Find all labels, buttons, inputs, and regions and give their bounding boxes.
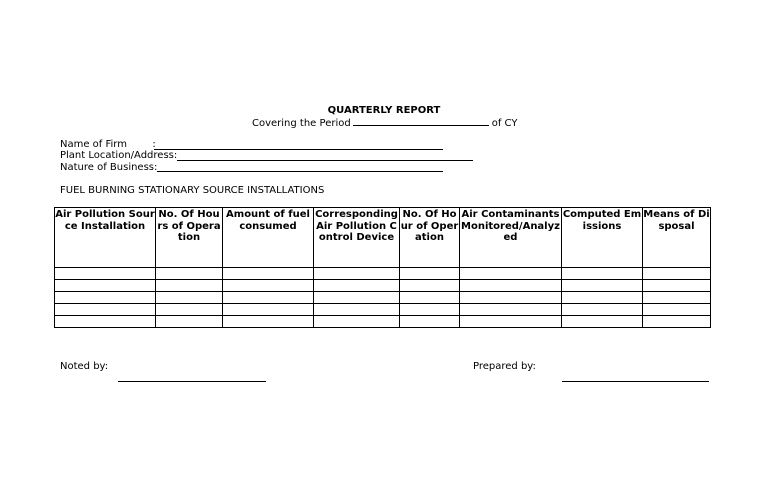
table-row bbox=[55, 292, 711, 304]
table-cell[interactable] bbox=[562, 304, 643, 316]
noted-by-label: Noted by: bbox=[60, 361, 109, 372]
table-cell[interactable] bbox=[156, 304, 223, 316]
plant-location-label: Plant Location/Address: bbox=[60, 150, 178, 161]
table-cell[interactable] bbox=[400, 268, 460, 280]
table-cell[interactable] bbox=[55, 292, 156, 304]
table-cell[interactable] bbox=[460, 304, 562, 316]
table-cell[interactable] bbox=[314, 292, 400, 304]
header-control-device: Corresponding Air Pollution Control Device bbox=[314, 208, 400, 268]
prepared-by-label: Prepared by: bbox=[473, 361, 536, 372]
nature-of-business-label: Nature of Business: bbox=[60, 162, 158, 173]
header-device-hours: No. Of Hour of Operation bbox=[400, 208, 460, 268]
table-cell[interactable] bbox=[562, 280, 643, 292]
header-computed-emissions: Computed Emissions bbox=[562, 208, 643, 268]
table-cell[interactable] bbox=[643, 268, 711, 280]
table-cell[interactable] bbox=[156, 316, 223, 328]
table-cell[interactable] bbox=[400, 280, 460, 292]
table-cell[interactable] bbox=[223, 292, 314, 304]
table-cell[interactable] bbox=[643, 292, 711, 304]
table-cell[interactable] bbox=[314, 268, 400, 280]
table-cell[interactable] bbox=[562, 268, 643, 280]
report-title: QUARTERLY REPORT bbox=[327, 105, 441, 116]
table-cell[interactable] bbox=[314, 280, 400, 292]
table-cell[interactable] bbox=[156, 292, 223, 304]
table-cell[interactable] bbox=[562, 316, 643, 328]
table-cell[interactable] bbox=[314, 304, 400, 316]
period-suffix: of CY bbox=[491, 118, 518, 129]
nature-of-business-blank[interactable] bbox=[157, 171, 443, 172]
noted-by-signature-line[interactable] bbox=[118, 381, 266, 382]
table-cell[interactable] bbox=[460, 316, 562, 328]
firm-name-label: Name of Firm : bbox=[60, 139, 156, 150]
plant-location-blank[interactable] bbox=[177, 160, 473, 161]
table-cell[interactable] bbox=[55, 280, 156, 292]
period-blank[interactable] bbox=[353, 116, 489, 126]
header-hours-of-operation: No. Of Hours of Operation bbox=[156, 208, 223, 268]
table-cell[interactable] bbox=[460, 292, 562, 304]
table-cell[interactable] bbox=[156, 268, 223, 280]
table-cell[interactable] bbox=[223, 280, 314, 292]
table-cell[interactable] bbox=[643, 304, 711, 316]
header-means-of-disposal: Means of Disposal bbox=[643, 208, 711, 268]
table-cell[interactable] bbox=[643, 280, 711, 292]
table-cell[interactable] bbox=[643, 316, 711, 328]
firm-name-blank[interactable] bbox=[154, 149, 443, 150]
table-header-row bbox=[55, 208, 711, 268]
table-cell[interactable] bbox=[460, 280, 562, 292]
table-cell[interactable] bbox=[400, 304, 460, 316]
header-source-installation: Air Pollution Source Installation bbox=[55, 208, 156, 268]
header-contaminants: Air Contaminants Monitored/Analyzed bbox=[460, 208, 562, 268]
table-cell[interactable] bbox=[55, 316, 156, 328]
table-row bbox=[55, 280, 711, 292]
table-cell[interactable] bbox=[460, 268, 562, 280]
table-cell[interactable] bbox=[400, 316, 460, 328]
prepared-by-signature-line[interactable] bbox=[562, 381, 709, 382]
table-cell[interactable] bbox=[562, 292, 643, 304]
table-cell[interactable] bbox=[156, 280, 223, 292]
table-cell[interactable] bbox=[223, 304, 314, 316]
table-cell[interactable] bbox=[314, 316, 400, 328]
section-title: FUEL BURNING STATIONARY SOURCE INSTALLATIONS bbox=[60, 185, 325, 196]
table-row bbox=[55, 304, 711, 316]
table-row bbox=[55, 268, 711, 280]
table-row bbox=[55, 316, 711, 328]
table-cell[interactable] bbox=[223, 268, 314, 280]
period-prefix: Covering the Period bbox=[252, 118, 351, 129]
installations-table bbox=[54, 207, 711, 328]
table-cell[interactable] bbox=[223, 316, 314, 328]
table-cell[interactable] bbox=[55, 268, 156, 280]
header-fuel-consumed: Amount of fuel consumed bbox=[223, 208, 314, 268]
table-cell[interactable] bbox=[55, 304, 156, 316]
period-line bbox=[252, 116, 517, 129]
table-cell[interactable] bbox=[400, 292, 460, 304]
